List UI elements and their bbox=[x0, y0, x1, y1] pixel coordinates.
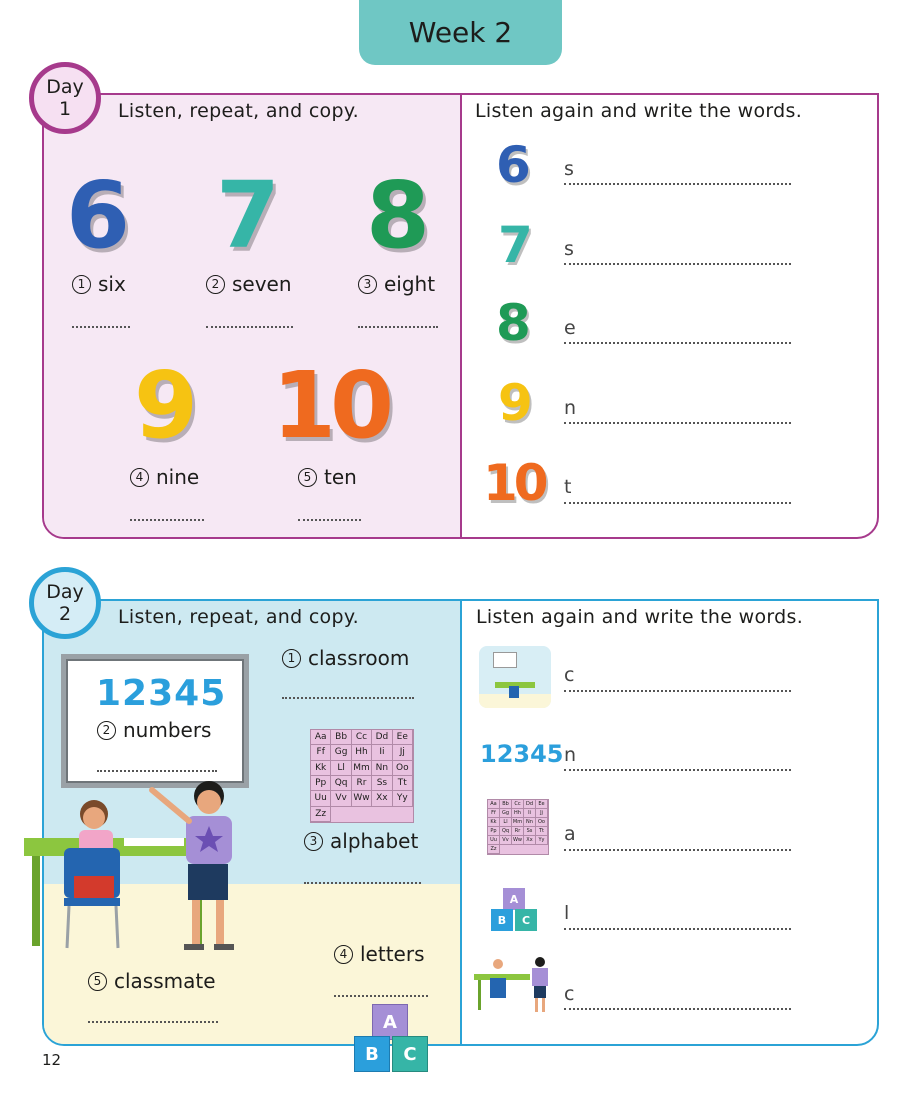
alphabet-cell: Yy bbox=[536, 836, 548, 845]
word-seven: seven bbox=[232, 272, 292, 296]
week-title: Week 2 bbox=[408, 16, 513, 49]
item-number-circle: 4 bbox=[130, 468, 149, 487]
alphabet-cell: Jj bbox=[536, 809, 548, 818]
alphabet-cell: Zz bbox=[311, 807, 331, 822]
alphabet-cell: Ww bbox=[512, 837, 523, 843]
board-numbers: 12345 bbox=[96, 673, 227, 714]
big-number-eight: 8 bbox=[366, 162, 431, 269]
mini-whiteboard bbox=[493, 652, 517, 668]
mini-boy-leg bbox=[535, 998, 538, 1012]
label-ten bbox=[298, 465, 357, 489]
write-line-seven[interactable] bbox=[564, 263, 791, 265]
copy-line-seven[interactable] bbox=[206, 326, 293, 328]
alphabet-cell: Qq bbox=[331, 776, 351, 791]
alphabet-cell: Gg bbox=[500, 809, 512, 818]
alphabet-cell: Ss bbox=[372, 776, 392, 791]
copy-line-nine[interactable] bbox=[130, 519, 204, 521]
day2-badge-number: 2 bbox=[58, 603, 72, 625]
copy-line-six[interactable] bbox=[72, 326, 130, 328]
alphabet-cell: Hh bbox=[512, 809, 524, 818]
hint-letter: n bbox=[564, 744, 577, 766]
alphabet-cell: Pp bbox=[311, 776, 331, 791]
alphabet-cell: Rr bbox=[352, 776, 372, 791]
day1-badge bbox=[29, 62, 101, 134]
copy-line-letters[interactable] bbox=[334, 995, 428, 997]
block-a: A bbox=[372, 1004, 408, 1040]
label-numbers bbox=[97, 718, 211, 742]
word-classmate: classmate bbox=[114, 969, 216, 993]
copy-line-ten[interactable] bbox=[298, 519, 361, 521]
day2-badge-word: Day bbox=[46, 581, 84, 603]
block-b: B bbox=[354, 1036, 390, 1072]
small-number-six: 6 bbox=[496, 136, 531, 194]
big-number-nine: 9 bbox=[134, 352, 199, 459]
word-classroom: classroom bbox=[308, 646, 410, 670]
small-number-nine: 9 bbox=[498, 374, 533, 432]
item-number-circle: 5 bbox=[298, 468, 317, 487]
alphabet-cell: Vv bbox=[331, 791, 351, 806]
alphabet-cell: Ll bbox=[500, 818, 512, 827]
big-number-ten: 10 bbox=[272, 352, 389, 459]
word-eight: eight bbox=[384, 272, 436, 296]
label-alphabet bbox=[304, 829, 418, 853]
letters-picture bbox=[489, 888, 545, 932]
item-number-circle: 1 bbox=[282, 649, 301, 668]
paper bbox=[124, 838, 184, 846]
copy-line-classmate[interactable] bbox=[88, 1021, 218, 1023]
hint-letter: e bbox=[564, 317, 576, 339]
mini-boy-shorts bbox=[534, 986, 546, 998]
word-alphabet: alphabet bbox=[330, 829, 419, 853]
item-number-circle: 4 bbox=[334, 945, 353, 964]
alphabet-cell: Ll bbox=[331, 761, 351, 776]
classroom-illustration bbox=[24, 776, 254, 956]
alphabet-cell: Gg bbox=[331, 745, 351, 760]
write-line-alphabet[interactable] bbox=[564, 849, 791, 851]
item-number-circle: 2 bbox=[206, 275, 225, 294]
alphabet-cell: Aa bbox=[311, 730, 331, 745]
alphabet-cell: Ww bbox=[352, 791, 372, 806]
classroom-picture bbox=[479, 646, 551, 708]
day2-instruction-left: Listen, repeat, and copy. bbox=[118, 606, 360, 628]
word-nine: nine bbox=[156, 465, 200, 489]
word-numbers: numbers bbox=[123, 718, 212, 742]
day1-badge-word: Day bbox=[46, 76, 84, 98]
item-number-circle: 1 bbox=[72, 275, 91, 294]
alphabet-cell: Cc bbox=[352, 730, 372, 745]
chair-leg bbox=[116, 906, 118, 948]
label-classmate bbox=[88, 969, 216, 993]
alphabet-cell: Zz bbox=[488, 845, 500, 854]
day1-instruction-left: Listen, repeat, and copy. bbox=[118, 100, 360, 122]
week-tab bbox=[359, 0, 562, 65]
mini-block-c: C bbox=[515, 909, 537, 931]
mini-block-a: A bbox=[503, 888, 525, 910]
numbers-picture: 12345 bbox=[480, 740, 564, 768]
alphabet-cell: Vv bbox=[500, 836, 512, 845]
alphabet-cell: Ff bbox=[488, 809, 500, 818]
hint-letter: t bbox=[564, 476, 572, 498]
day2-instruction-right: Listen again and write the words. bbox=[476, 606, 804, 628]
girl-skirt bbox=[74, 876, 114, 898]
big-number-seven: 7 bbox=[216, 162, 281, 269]
alphabet-cell: Ss bbox=[524, 827, 536, 836]
boy-face bbox=[197, 790, 221, 814]
write-line-nine[interactable] bbox=[564, 422, 791, 424]
alphabet-cell: Kk bbox=[311, 761, 331, 776]
hint-letter: c bbox=[564, 664, 575, 686]
alphabet-chart bbox=[310, 729, 414, 823]
boy-shorts bbox=[188, 864, 228, 900]
desk-leg bbox=[32, 856, 40, 946]
alphabet-cell: Bb bbox=[500, 800, 512, 809]
alphabet-cell: Ii bbox=[372, 745, 392, 760]
hint-letter: s bbox=[564, 238, 574, 260]
alphabet-cell: Cc bbox=[512, 800, 524, 809]
boy-arm bbox=[152, 790, 189, 821]
hint-letter: c bbox=[564, 983, 575, 1005]
word-ten: ten bbox=[324, 465, 357, 489]
alphabet-cell: Bb bbox=[331, 730, 351, 745]
alphabet-cell: Jj bbox=[393, 745, 413, 760]
day1-badge-number: 1 bbox=[58, 98, 72, 120]
chair-leg bbox=[67, 906, 69, 948]
alphabet-cell: Pp bbox=[488, 827, 500, 836]
small-number-ten: 10 bbox=[483, 454, 545, 512]
alphabet-cell: Nn bbox=[372, 761, 392, 776]
write-line-eight[interactable] bbox=[564, 342, 791, 344]
hint-letter: s bbox=[564, 158, 574, 180]
label-eight bbox=[358, 272, 435, 296]
block-c: C bbox=[392, 1036, 428, 1072]
label-six bbox=[72, 272, 126, 296]
alphabet-cell: Oo bbox=[536, 818, 548, 827]
hint-letter: n bbox=[564, 397, 577, 419]
mini-block-b: B bbox=[491, 909, 513, 931]
shoe bbox=[184, 944, 204, 950]
alphabet-cell: Hh bbox=[352, 745, 372, 760]
alphabet-cell: Ff bbox=[311, 745, 331, 760]
alphabet-cell: Xx bbox=[372, 791, 392, 806]
alphabet-cell: Nn bbox=[524, 818, 536, 827]
alphabet-cell: Uu bbox=[311, 791, 331, 806]
alphabet-cell: Mm bbox=[352, 761, 372, 776]
item-number-circle: 3 bbox=[304, 832, 323, 851]
word-six: six bbox=[98, 272, 126, 296]
hint-letter: a bbox=[564, 823, 576, 845]
word-letters: letters bbox=[360, 942, 425, 966]
classmate-picture bbox=[474, 952, 554, 1016]
mini-desk-leg bbox=[478, 980, 481, 1010]
alphabet-cell: Ee bbox=[536, 800, 548, 809]
hint-letter: l bbox=[564, 902, 570, 924]
write-line-six[interactable] bbox=[564, 183, 791, 185]
alphabet-cell: Dd bbox=[372, 730, 392, 745]
day1-instruction-right: Listen again and write the words. bbox=[475, 100, 803, 122]
alphabet-cell: Tt bbox=[536, 827, 548, 836]
item-number-circle: 5 bbox=[88, 972, 107, 991]
alphabet-cell: Xx bbox=[524, 836, 536, 845]
alphabet-cell: Dd bbox=[524, 800, 536, 809]
label-classroom bbox=[282, 646, 409, 670]
small-number-eight: 8 bbox=[496, 294, 531, 352]
copy-line-numbers[interactable] bbox=[97, 770, 217, 772]
alphabet-cell: Ii bbox=[524, 809, 536, 818]
mini-boy-shirt bbox=[532, 968, 548, 986]
alphabet-cell: Yy bbox=[393, 791, 413, 806]
alphabet-cell: Uu bbox=[488, 836, 500, 845]
shoe bbox=[214, 944, 234, 950]
write-line-classroom[interactable] bbox=[564, 690, 791, 692]
alphabet-cell: Mm bbox=[512, 819, 523, 825]
write-line-numbers[interactable] bbox=[564, 769, 791, 771]
page-number: 12 bbox=[42, 1051, 62, 1069]
alphabet-cell: Tt bbox=[393, 776, 413, 791]
alphabet-cell: Kk bbox=[488, 818, 500, 827]
write-line-letters[interactable] bbox=[564, 928, 791, 930]
label-letters bbox=[334, 942, 425, 966]
day2-badge bbox=[29, 567, 101, 639]
mini-girl bbox=[493, 959, 503, 969]
boy-leg bbox=[216, 900, 224, 946]
write-line-classmate[interactable] bbox=[564, 1008, 791, 1010]
item-number-circle: 3 bbox=[358, 275, 377, 294]
small-number-seven: 7 bbox=[498, 216, 533, 274]
alphabet-cell: Rr bbox=[512, 827, 524, 836]
item-number-circle: 2 bbox=[97, 721, 116, 740]
abc-blocks bbox=[350, 1004, 440, 1070]
alphabet-cell: Aa bbox=[488, 800, 500, 809]
copy-line-alphabet[interactable] bbox=[304, 882, 421, 884]
girl-face bbox=[83, 807, 105, 829]
alphabet-cell: Qq bbox=[500, 827, 512, 836]
alphabet-picture bbox=[487, 799, 549, 855]
copy-line-classroom[interactable] bbox=[282, 697, 414, 699]
label-seven bbox=[206, 272, 292, 296]
mini-boy-leg bbox=[542, 998, 545, 1012]
mini-chair bbox=[509, 686, 519, 698]
alphabet-cell: Ee bbox=[393, 730, 413, 745]
alphabet-cell: Oo bbox=[393, 761, 413, 776]
copy-line-eight[interactable] bbox=[358, 326, 438, 328]
chair-seat bbox=[64, 898, 120, 906]
write-line-ten[interactable] bbox=[564, 502, 791, 504]
mini-chair bbox=[490, 978, 506, 998]
boy-leg bbox=[192, 900, 200, 946]
label-nine bbox=[130, 465, 199, 489]
mini-boy-hair bbox=[535, 957, 545, 967]
big-number-six: 6 bbox=[66, 162, 131, 269]
